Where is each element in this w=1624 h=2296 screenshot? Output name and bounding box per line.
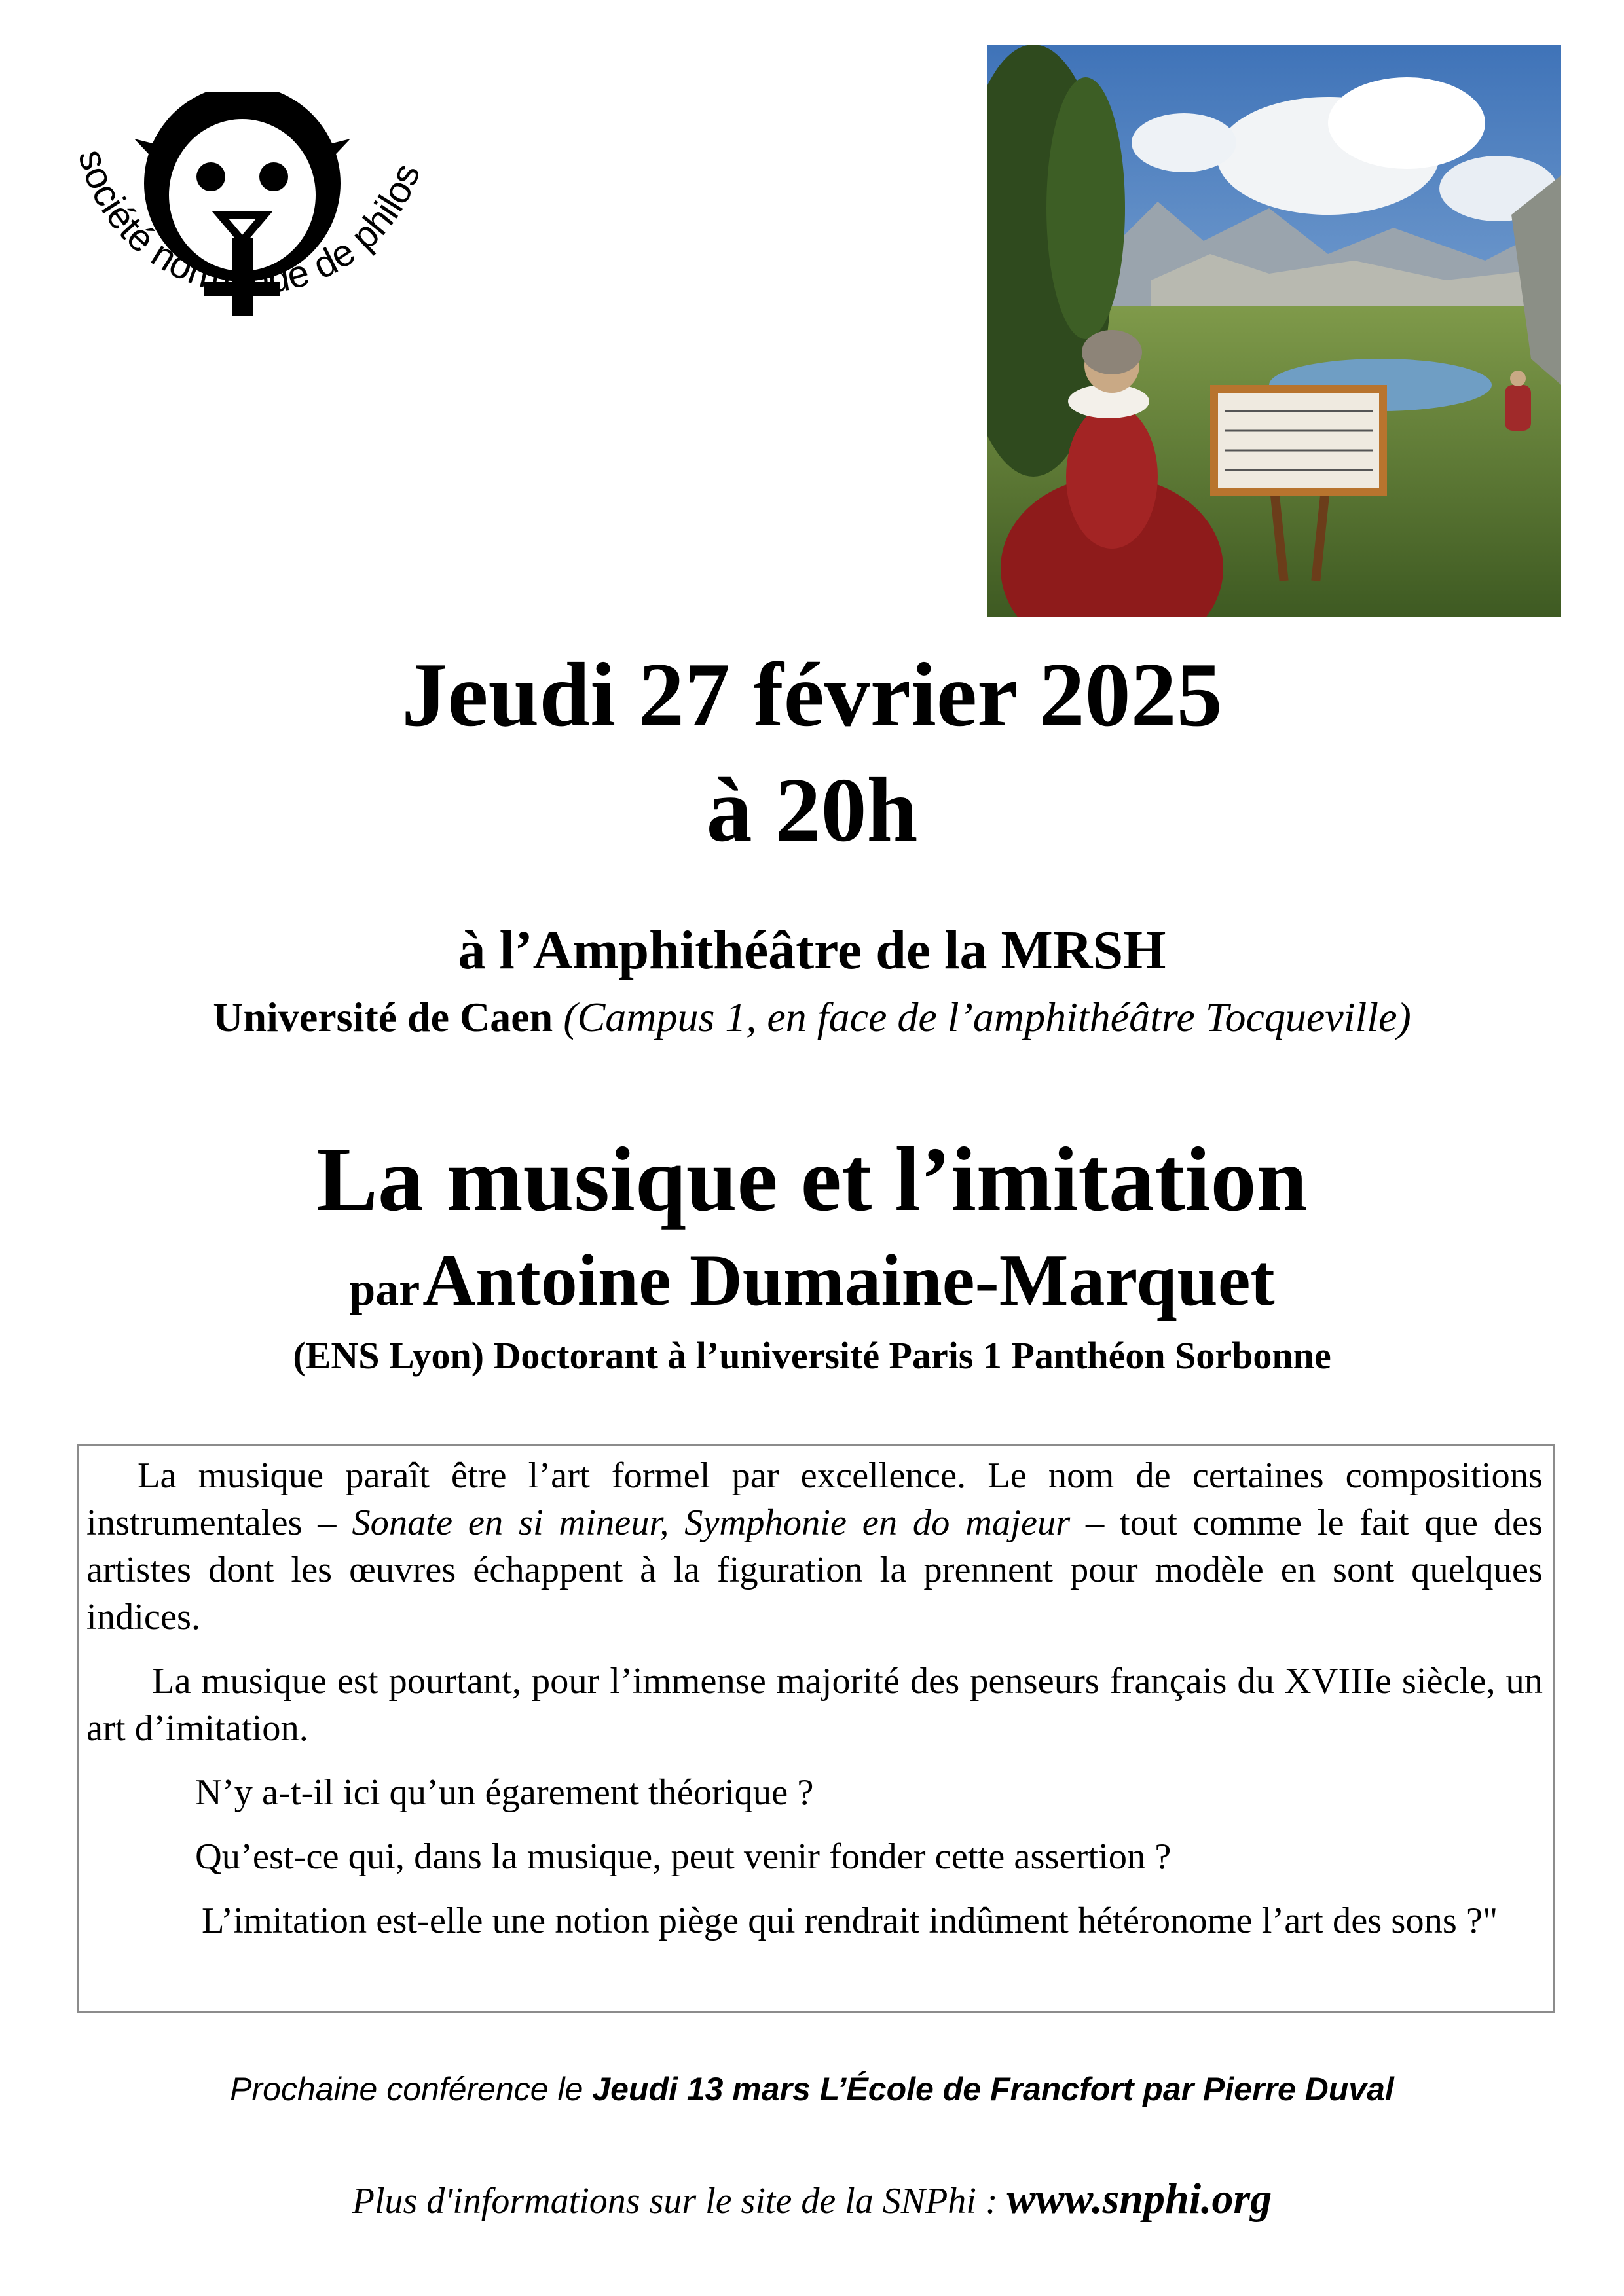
event-date: Jeudi 27 février 2025: [401, 644, 1223, 746]
abstract-paragraph-2: La musique est pourtant, pour l’immense majorité des penseurs français du XVIIIe siècle, un art d’imitation.: [86, 1661, 1543, 1749]
abstract-paragraph-3: N’y a-t-il ici qu’un égarement théorique ?: [195, 1772, 814, 1813]
university-line: [0, 996, 1624, 1038]
event-time: à 20h: [706, 759, 918, 861]
logo-text: société normande de philos: [70, 145, 429, 303]
university-name: Université de Caen: [213, 994, 553, 1040]
logo: [65, 92, 445, 406]
abstract-text: – tout comme le fait que des artistes dont les œuvres échappent à la figuration la prennent pour modèle en sont quelques indices.: [86, 1503, 1543, 1637]
painting-image-icon: [987, 45, 1561, 617]
next-conference-details: Jeudi 13 mars L’École de Francfort par Pierre Duval: [592, 2071, 1394, 2107]
abstract-paragraph-1: [86, 1452, 1543, 1641]
website-link[interactable]: www.snphi.org: [1006, 2175, 1272, 2223]
event-painting: [987, 45, 1561, 617]
speaker-name: Antoine Dumaine-Marquet: [422, 1240, 1275, 1321]
more-info: [0, 2175, 1624, 2223]
talk-title: La musique et l’imitation: [316, 1129, 1308, 1230]
abstract-paragraph-4: Qu’est-ce qui, dans la musique, peut venir fonder cette assertion ?: [195, 1836, 1172, 1877]
next-conference: [0, 2073, 1624, 2105]
abstract-box: [77, 1444, 1555, 2013]
more-info-prefix: Plus d'informations sur le site de la SNPhi :: [352, 2181, 1007, 2221]
speaker-line: [0, 1240, 1624, 1321]
owl-logo-icon: [65, 92, 445, 406]
event-venue: à l’Amphithéâtre de la MRSH: [458, 920, 1166, 981]
speaker-affiliation: (ENS Lyon) Doctorant à l’université Paris 1 Panthéon Sorbonne: [293, 1334, 1331, 1377]
abstract-text: La musique paraît être l’art formel par excellence. Le nom de certaines compositions instrumentales –: [86, 1455, 1543, 1543]
location-note: (Campus 1, en face de l’amphithéâtre Tocqueville): [563, 994, 1411, 1040]
abstract-italic-text: Sonate en si mineur, Symphonie en do majeur: [352, 1503, 1071, 1543]
abstract-paragraph-5: L’imitation est-elle une notion piège qui rendrait indûment hétéronome l’art des sons ?": [202, 1901, 1498, 1941]
next-conference-prefix: Prochaine conférence le: [230, 2071, 593, 2107]
speaker-prefix: par: [349, 1263, 420, 1315]
